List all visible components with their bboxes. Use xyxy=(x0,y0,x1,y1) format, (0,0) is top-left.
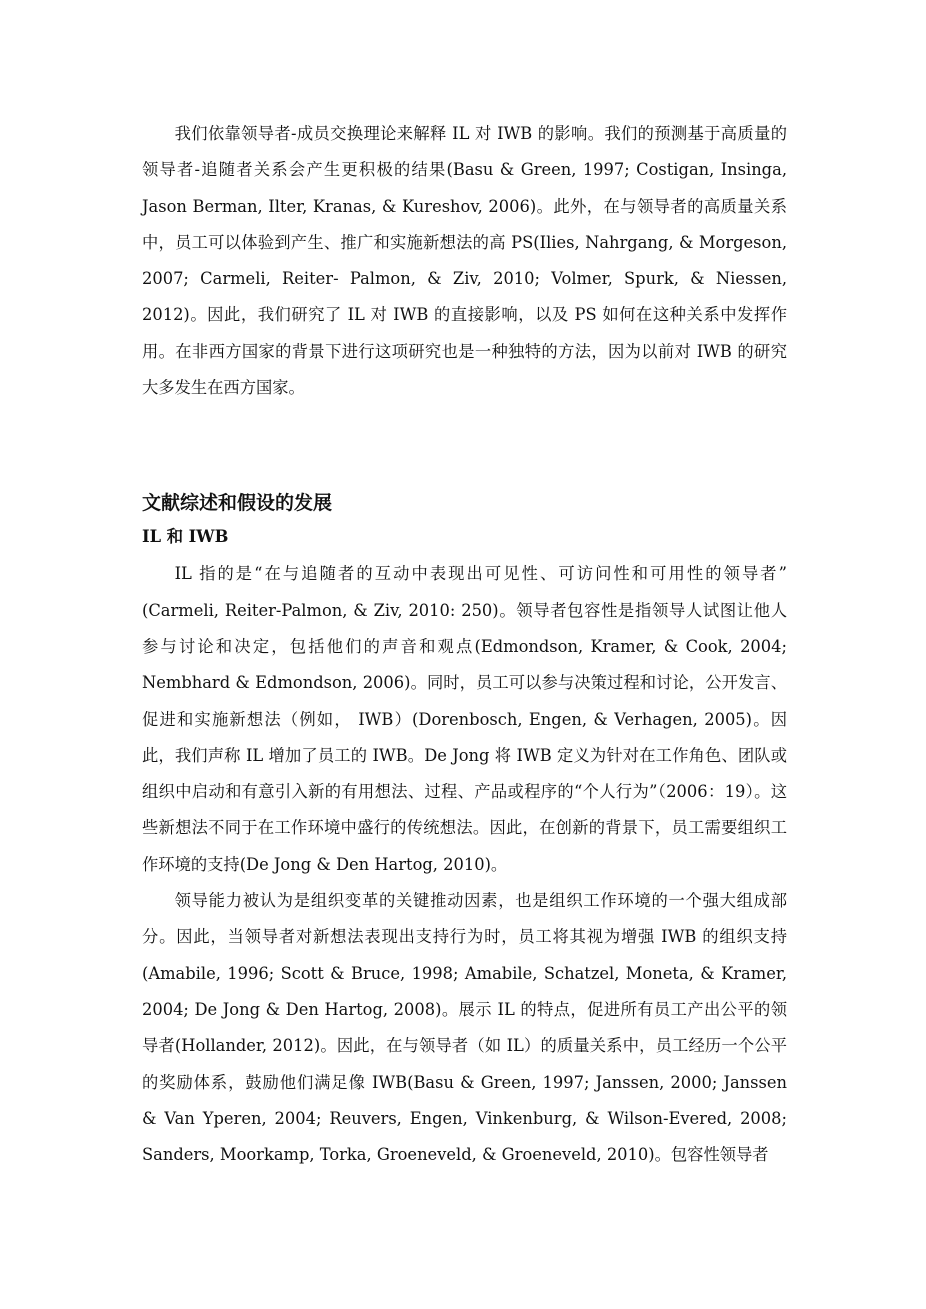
subsection-heading: IL 和 IWB xyxy=(142,527,229,547)
document-page xyxy=(142,116,787,1173)
body-paragraph-1: IL 指的是“在与追随者的互动中表现出可见性、可访问性和可用性的领导者” (Carmeli, Reiter-Palmon, & Ziv, 2010: 250)。领导者包容性是指领导人试图让他人参与讨论和决定，包括他们的声音和观点(Edmondson, Kramer, & Cook, 2004; Nembhard & Edmondson, 2006)。同时，员工可以参与决策过程和讨论，公开发言、促进和实施新想法（例如， IWB）(Dorenbosch, Engen, & Verhagen, 2005)。因此，我们声称 IL 增加了员工的 IWB。De Jong 将 IWB 定义为针对在工作角色、团队或组织中启动和有意引入新的有用想法、过程、产品或程序的“个人行为”（2006：19）。这些新想法不同于在工作环境中盛行的传统想法。因此，在创新的背景下，员工需要组织工作环境的支持(De Jong & Den Hartog, 2010)。 xyxy=(142,564,787,874)
section-spacer xyxy=(142,406,787,488)
section-heading: 文献综述和假设的发展 xyxy=(142,492,333,515)
body-paragraph-2: 领导能力被认为是组织变革的关键推动因素，也是组织工作环境的一个强大组成部分。因此，当领导者对新想法表现出支持行为时，员工将其视为增强 IWB 的组织支持(Amabile, 1996; Scott & Bruce, 1998; Amabile, Schatzel, Moneta, & Kramer, 2004; De Jong & Den Hartog, 2008)。展示 IL 的特点，促进所有员工产出公平的领导者(Hollander, 2012)。因此，在与领导者（如 IL）的质量关系中，员工经历一个公平的奖励体系，鼓励他们满足像 IWB(Basu & Green, 1997; Janssen, 2000; Janssen & Van Yperen, 2004; Reuvers, Engen, Vinkenburg, & Wilson-Evered, 2008; Sanders, Moorkamp, Torka, Groeneveld, & Groeneveld, 2010)。包容性领导者 xyxy=(142,891,787,1165)
intro-paragraph: 我们依靠领导者-成员交换理论来解释 IL 对 IWB 的影响。我们的预测基于高质量的领导者-追随者关系会产生更积极的结果(Basu & Green, 1997; Costigan, Insinga, Jason Berman, Ilter, Kranas, & Kureshov, 2006)。此外，在与领导者的高质量关系中，员工可以体验到产生、推广和实施新想法的高 PS(Ilies, Nahrgang, & Morgeson, 2007; Carmeli, Reiter- Palmon, & Ziv, 2010; Volmer, Spurk, & Niessen, 2012)。因此，我们研究了 IL 对 IWB 的直接影响，以及 PS 如何在这种关系中发挥作用。在非西方国家的背景下进行这项研究也是一种独特的方法，因为以前对 IWB 的研究大多发生在西方国家。 xyxy=(142,124,787,398)
